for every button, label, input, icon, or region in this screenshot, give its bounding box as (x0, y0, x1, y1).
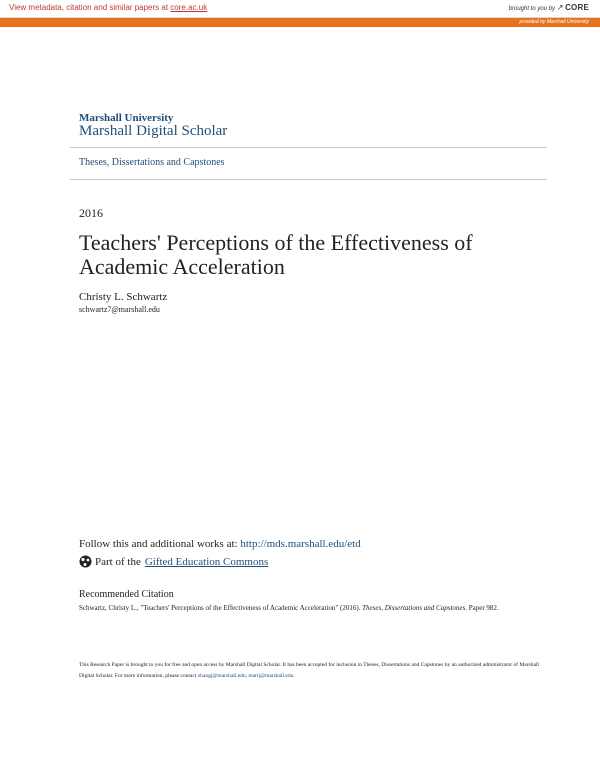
core-link[interactable]: core.ac.uk (170, 3, 208, 12)
citation-main: Schwartz, Christy L., "Teachers' Perceptions of the Effectiveness of Academic Acceleration" (2016). (79, 604, 361, 612)
follow-text: Follow this and additional works at: (79, 538, 238, 550)
divider (70, 179, 547, 180)
citation-series: Theses, Dissertations and Capstones. (362, 604, 467, 612)
publication-year: 2016 (79, 206, 103, 220)
provided-by-text[interactable]: provided by Marshall University (519, 19, 589, 25)
author-name: Christy L. Schwartz (79, 291, 168, 303)
citation-text (79, 603, 539, 614)
core-logo-text: CORE (565, 3, 589, 12)
provider-bar (0, 18, 600, 27)
part-of-text: Part of the (95, 555, 141, 568)
footer-notice (79, 660, 539, 682)
core-top-bar (0, 0, 600, 18)
divider (70, 147, 547, 148)
core-metadata-notice (9, 3, 207, 12)
part-of-line (79, 555, 268, 568)
brought-by-text: brought to you by (508, 6, 556, 12)
core-metadata-text: View metadata, citation and similar papers at (9, 3, 169, 12)
author-email: schwartz7@marshall.edu (79, 305, 160, 314)
core-logo-icon: ↗ (556, 3, 564, 12)
brought-by-core[interactable] (509, 3, 589, 12)
gifted-education-commons-link[interactable]: Gifted Education Commons (144, 555, 269, 568)
citation-paper-number: Paper 982. (468, 604, 499, 612)
university-name[interactable]: Marshall University (79, 112, 174, 124)
contact-email-2[interactable]: martj@marshall.edu. (248, 673, 295, 679)
follow-url-link[interactable]: http://mds.marshall.edu/etd (240, 538, 361, 550)
recommended-citation-heading: Recommended Citation (79, 589, 174, 600)
series-link[interactable]: Theses, Dissertations and Capstones (79, 157, 225, 168)
footer-text: This Research Paper is brought to you for free and open access by Marshall Digital Scholar. It has been accepted for inclusion in Theses, Dissertations and Capstones by an authorized administrator of Marshall Digital Scholar. For more information, please contact (79, 662, 539, 679)
repository-name[interactable]: Marshall Digital Scholar (79, 123, 228, 139)
follow-line (79, 538, 361, 550)
contact-email-1[interactable]: zhangj@marshall.edu, (197, 673, 248, 679)
commons-network-icon (79, 555, 92, 568)
paper-title: Teachers' Perceptions of the Effectiveness of Academic Acceleration (79, 230, 473, 279)
